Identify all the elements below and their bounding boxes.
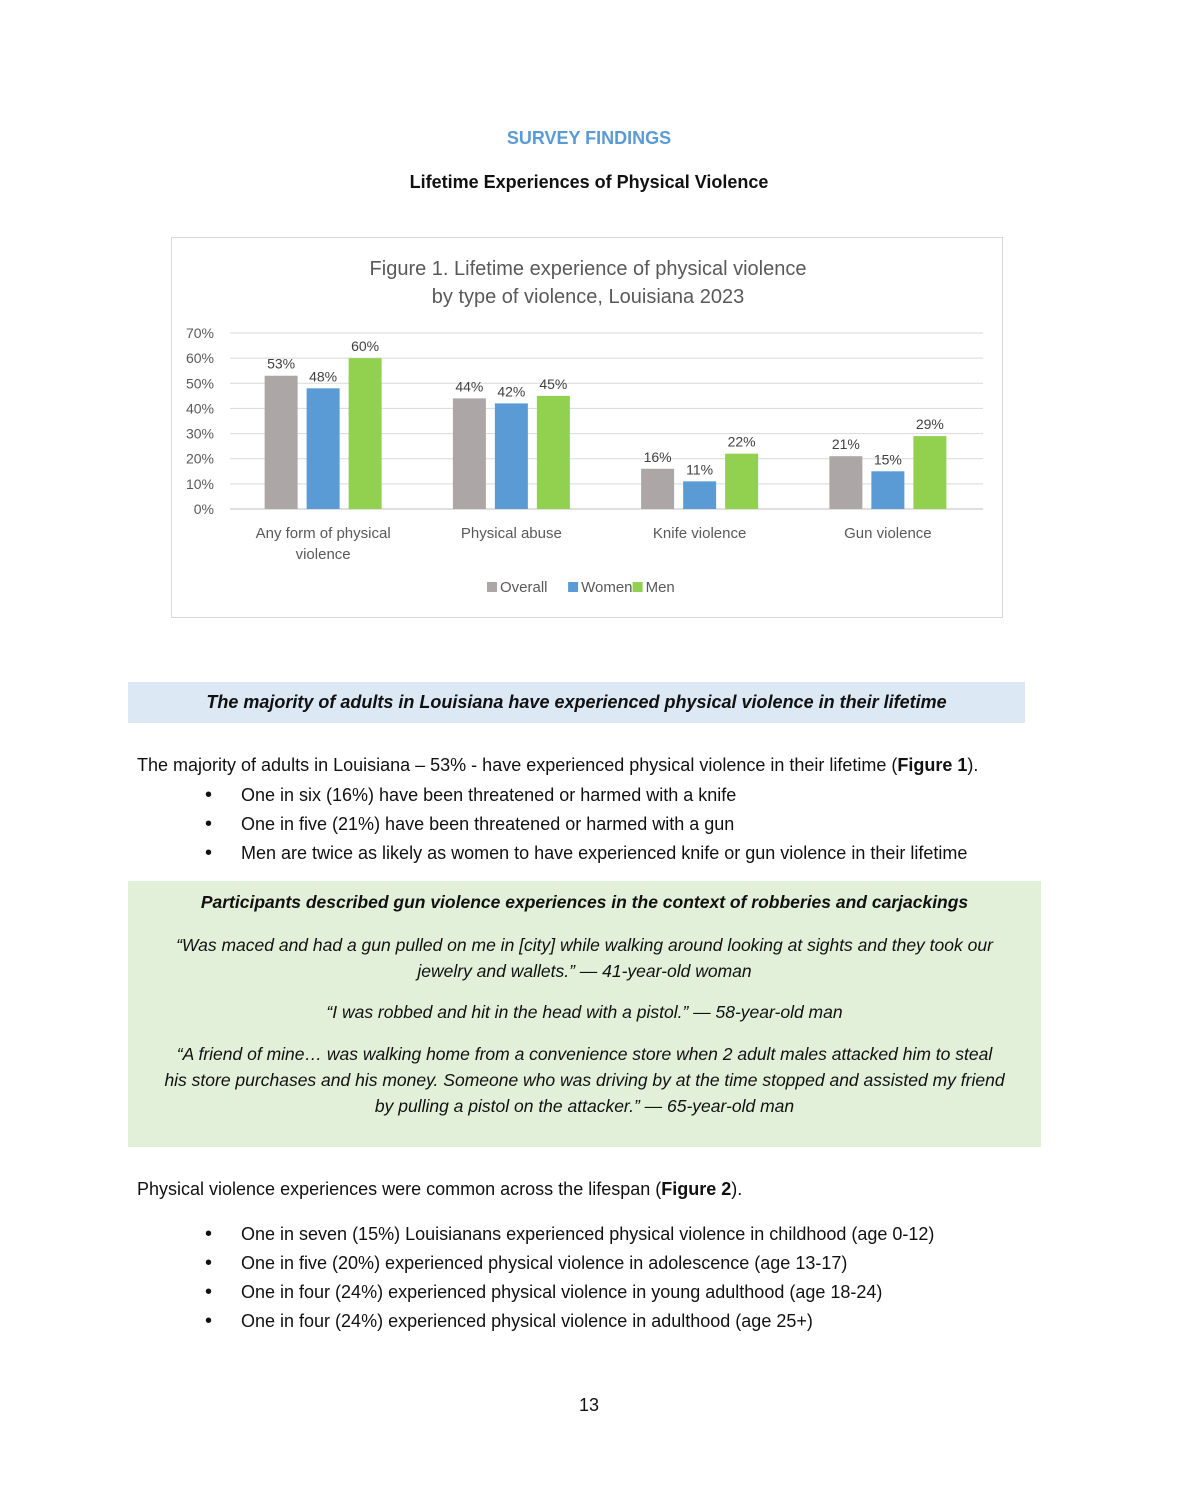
quote xyxy=(142,999,1027,1025)
quote-line: “Was maced and had a gun pulled on me in [city] while walking around looking at sights and they took our xyxy=(176,935,993,955)
legend-swatch-women xyxy=(568,582,578,592)
data-label: 44% xyxy=(455,378,484,395)
bar-men xyxy=(349,358,382,509)
bullet-list-lifespan xyxy=(205,1220,934,1336)
paragraph-end: ). xyxy=(967,755,979,775)
data-label: 60% xyxy=(351,338,380,355)
y-tick-label: 70% xyxy=(185,325,214,341)
y-tick-label: 0% xyxy=(193,501,214,517)
paragraph-end: ). xyxy=(731,1179,743,1199)
x-tick-label: violence xyxy=(295,546,351,563)
bar-women xyxy=(495,403,528,509)
data-label: 22% xyxy=(727,433,756,450)
data-label: 15% xyxy=(873,451,902,468)
paragraph-figure-2 xyxy=(137,1179,742,1200)
legend-label: Women xyxy=(581,579,633,596)
data-label: 21% xyxy=(831,436,860,453)
figure-reference: Figure 2 xyxy=(661,1179,732,1199)
x-tick-label: Knife violence xyxy=(652,525,747,542)
y-tick-label: 20% xyxy=(185,450,214,467)
list-item: • One in four (24%) experienced physical violence in young adulthood (age 18-24) xyxy=(205,1278,934,1307)
bar-chart-svg xyxy=(172,238,1004,619)
paragraph-text: The majority of adults in Louisiana – 53% - have experienced physical violence in their lifetime ( xyxy=(137,755,898,775)
paragraph-text: Physical violence experiences were common across the lifespan ( xyxy=(137,1179,662,1199)
legend-swatch-overall xyxy=(487,582,497,592)
y-tick-label: 10% xyxy=(185,475,214,492)
bar-overall xyxy=(641,469,674,509)
quote-line: “A friend of mine… was walking home from a convenience store when 2 adult males attacked him to steal xyxy=(176,1044,993,1064)
bar-women xyxy=(683,481,716,509)
y-tick-label: 50% xyxy=(185,375,214,392)
legend-label: Overall xyxy=(500,579,548,596)
section-title: SURVEY FINDINGS xyxy=(506,128,672,148)
data-label: 53% xyxy=(267,355,296,372)
paragraph-figure-1 xyxy=(137,755,978,776)
bar-men xyxy=(725,454,758,509)
quote xyxy=(142,1041,1027,1119)
x-tick-label: Gun violence xyxy=(844,525,932,542)
page-number: 13 xyxy=(578,1395,600,1415)
x-tick-label: Physical abuse xyxy=(460,525,562,542)
quote-line: jewelry and wallets.” — 41-year-old woman xyxy=(417,961,752,981)
list-item: • One in seven (15%) Louisianans experienced physical violence in childhood (age 0-12) xyxy=(205,1220,934,1249)
y-tick-label: 40% xyxy=(185,400,214,417)
bar-men xyxy=(913,436,946,509)
chart-title: by type of violence, Louisiana 2023 xyxy=(431,286,745,308)
bar-overall xyxy=(265,376,298,509)
list-item: • One in five (20%) experienced physical violence in adolescence (age 13-17) xyxy=(205,1249,934,1278)
x-tick-label: Any form of physical xyxy=(255,525,391,542)
quote xyxy=(142,932,1027,984)
bar-women xyxy=(871,471,904,509)
list-item: • One in six (16%) have been threatened or harmed with a knife xyxy=(205,781,967,810)
data-label: 11% xyxy=(686,461,714,478)
legend-swatch-men xyxy=(633,582,643,592)
figure-1-chart xyxy=(171,237,1003,618)
bar-overall xyxy=(829,456,862,509)
bar-women xyxy=(307,388,340,509)
participant-quotes-box xyxy=(128,881,1041,1147)
y-tick-label: 60% xyxy=(185,350,214,367)
data-label: 29% xyxy=(915,416,944,433)
bullet-list-findings xyxy=(205,781,967,868)
list-item: • One in five (21%) have been threatened or harmed with a gun xyxy=(205,810,967,839)
data-label: 48% xyxy=(309,368,338,385)
quotes-heading: Participants described gun violence experiences in the context of robberies and carjackings xyxy=(200,892,969,912)
figure-reference: Figure 1 xyxy=(897,755,968,775)
quote-line: his store purchases and his money. Someone who was driving by at the time stopped and assisted my friend xyxy=(164,1070,1005,1090)
legend-label: Men xyxy=(645,579,675,596)
data-label: 16% xyxy=(643,448,672,465)
quote-line: by pulling a pistol on the attacker.” — 65-year-old man xyxy=(374,1096,795,1116)
chart-title: Figure 1. Lifetime experience of physical violence xyxy=(369,258,807,280)
bar-men xyxy=(537,396,570,509)
list-item: • Men are twice as likely as women to have experienced knife or gun violence in their lifetime xyxy=(205,839,967,868)
quote-line: “I was robbed and hit in the head with a pistol.” — 58-year-old man xyxy=(326,1002,843,1022)
data-label: 42% xyxy=(497,383,526,400)
y-tick-label: 30% xyxy=(185,425,214,442)
list-item: • One in four (24%) experienced physical violence in adulthood (age 25+) xyxy=(205,1307,934,1336)
bar-overall xyxy=(453,398,486,509)
data-label: 45% xyxy=(539,375,568,392)
key-finding-banner: The majority of adults in Louisiana have experienced physical violence in their lifetime xyxy=(128,682,1025,723)
page-subtitle: Lifetime Experiences of Physical Violence xyxy=(409,172,769,192)
